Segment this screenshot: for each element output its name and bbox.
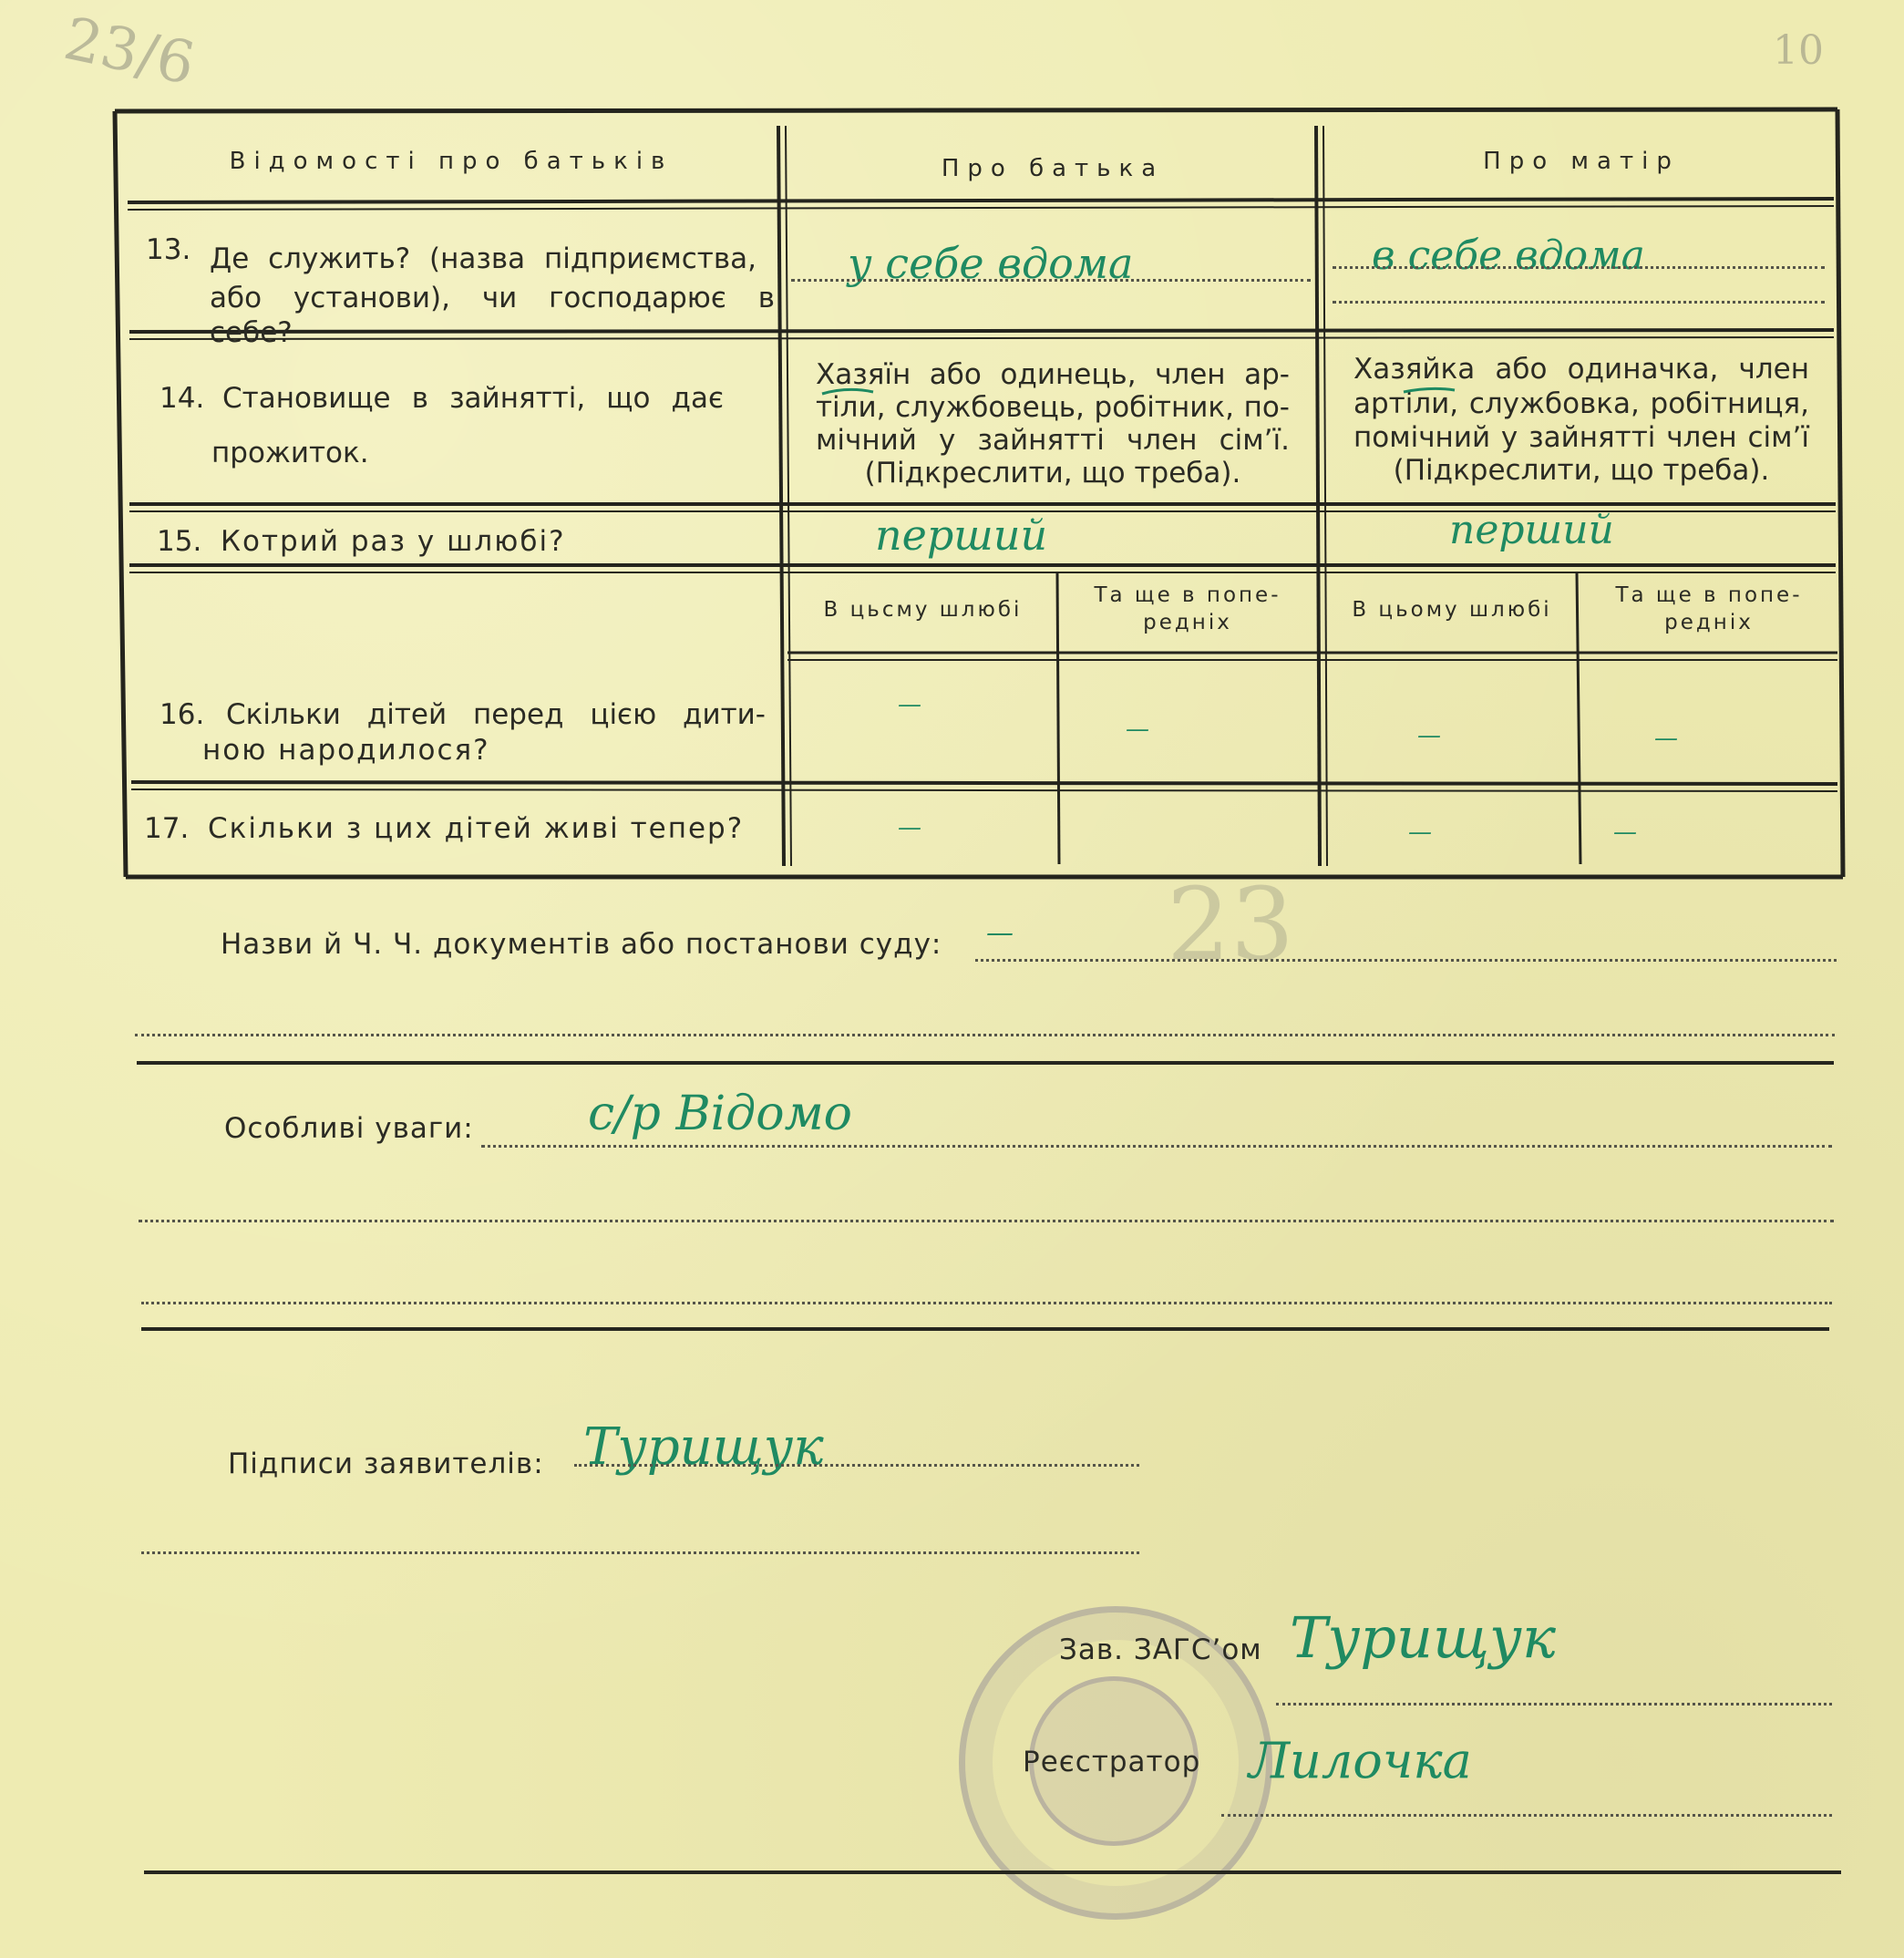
row15-question: Котрий раз у шлюбі? bbox=[221, 525, 566, 558]
row16-value-2: — bbox=[1126, 716, 1149, 743]
row17-value-2 bbox=[1144, 814, 1168, 841]
documents-rule bbox=[137, 1061, 1834, 1065]
row16-value-1: — bbox=[898, 691, 921, 718]
remarks-dotline-2 bbox=[139, 1220, 1834, 1222]
remarks-dotline-3 bbox=[141, 1302, 1832, 1304]
row17-value-1: — bbox=[898, 814, 921, 841]
header-mother: Про матір bbox=[1483, 148, 1680, 175]
row16-value-3: — bbox=[1417, 722, 1441, 749]
remarks-rule bbox=[141, 1327, 1829, 1331]
row14-question-line1: Становище в зайнятті, що дає bbox=[222, 382, 724, 415]
row14-mother-line2: артіли, службовка, робітниця, bbox=[1353, 387, 1809, 420]
applicant-signatures-label: Підписи заявителів: bbox=[228, 1448, 544, 1480]
registrar-dotline bbox=[1221, 1814, 1832, 1817]
documents-label: Назви й Ч. Ч. документів або постанови суду: bbox=[221, 928, 942, 961]
row15-father-answer: перший bbox=[875, 510, 1048, 560]
row13-question-line2: або установи), чи господарює в себе? bbox=[210, 282, 775, 349]
row14-mother-line1: Хазяйка або одиначка, член bbox=[1353, 353, 1809, 386]
row17-value-4: — bbox=[1613, 819, 1637, 846]
row14-father-line2: тіли, службовець, робітник, по- bbox=[816, 391, 1290, 424]
row14-ink-underlines bbox=[0, 0, 1904, 912]
row13-mother-answer: в себе вдома bbox=[1372, 232, 1645, 279]
row13-question-line1: Де служить? (назва підприємства, bbox=[210, 242, 756, 275]
bottom-rule bbox=[144, 1870, 1841, 1874]
remarks-label: Особливі уваги: bbox=[224, 1112, 474, 1145]
row16-father-previous-line2: редніх bbox=[1143, 611, 1232, 634]
row15-number: 15. bbox=[157, 525, 202, 558]
row16-mother-previous-line2: редніх bbox=[1664, 611, 1754, 634]
documents-value: — bbox=[986, 917, 1014, 949]
registrar-signature: Лилочка bbox=[1249, 1732, 1472, 1789]
remarks-value: с/р Відомо bbox=[588, 1087, 852, 1141]
row16-father-previous-line1: Та ще в попе- bbox=[1094, 583, 1281, 607]
row16-mother-this-marriage: В цьому шлюбі bbox=[1352, 598, 1552, 622]
row14-father-line1: Хазяїн або одинець, член ар- bbox=[816, 358, 1290, 391]
row14-father-line4: (Підкреслити, що треба). bbox=[864, 457, 1241, 490]
applicant-signature-dotline bbox=[574, 1464, 1139, 1467]
row16-question-line2: ною народилося? bbox=[202, 734, 490, 767]
registrar-label: Реєстратор bbox=[1023, 1746, 1201, 1778]
row16-question-line1: Скільки дітей перед цією дити- bbox=[226, 698, 766, 731]
archive-number: 23/6 bbox=[57, 5, 201, 99]
row15-mother-answer: перший bbox=[1449, 507, 1614, 553]
row14-mother-line3: помічний у зайнятті член сім’ї bbox=[1353, 421, 1809, 454]
header-parents-info: Відомості про батьків bbox=[229, 148, 674, 175]
row17-number: 17. bbox=[144, 812, 190, 845]
page-number: 10 bbox=[1773, 27, 1824, 74]
row16-father-this-marriage: В цьсму шлюбі bbox=[823, 598, 1023, 622]
row16-number: 16. bbox=[160, 698, 205, 731]
row13-number: 13. bbox=[146, 233, 191, 266]
row14-father-line3: мічний у зайнятті член сім’ї. bbox=[816, 424, 1290, 457]
head-of-registry-dotline bbox=[1276, 1703, 1832, 1706]
header-father: Про батька bbox=[941, 155, 1165, 182]
row17-question: Скільки з цих дітей живі тепер? bbox=[208, 812, 745, 845]
row16-mother-previous-line1: Та ще в попе- bbox=[1615, 583, 1803, 607]
pencil-mark-center: 23 bbox=[1167, 866, 1294, 983]
applicant-signature-dotline-2 bbox=[141, 1551, 1139, 1554]
row13-father-answer: у себе вдома bbox=[848, 239, 1134, 288]
documents-dotline bbox=[975, 959, 1837, 962]
documents-dotline-2 bbox=[135, 1034, 1835, 1036]
row14-number: 14. bbox=[160, 382, 205, 415]
head-of-registry-signature: Турищук bbox=[1290, 1604, 1556, 1671]
head-of-registry-label: Зав. ЗАГС’ом bbox=[1059, 1633, 1262, 1666]
row14-question-line2: прожиток. bbox=[211, 437, 369, 469]
applicant-signature: Турищук bbox=[583, 1417, 824, 1477]
row14-mother-line4: (Підкреслити, що треба). bbox=[1393, 454, 1770, 487]
remarks-dotline bbox=[481, 1145, 1832, 1148]
row16-value-4: — bbox=[1654, 725, 1678, 752]
row17-value-3: — bbox=[1408, 819, 1432, 846]
